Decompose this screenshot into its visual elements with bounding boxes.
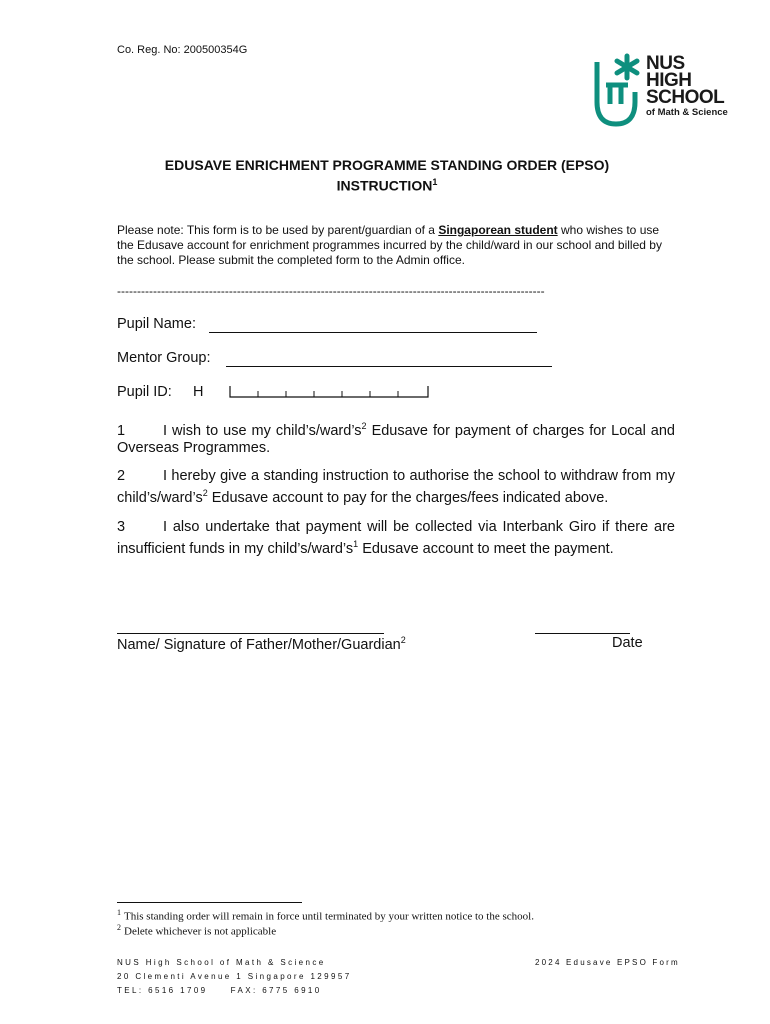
form-title-line1: EDUSAVE ENRICHMENT PROGRAMME STANDING ORDER (EPSO) bbox=[164, 157, 610, 173]
logo-subtitle: of Math & Science bbox=[646, 107, 728, 118]
note-highlight: Singaporean student bbox=[438, 223, 558, 237]
form-title bbox=[117, 157, 657, 195]
instruction-note bbox=[117, 223, 677, 268]
pupil-id-label: Pupil ID: bbox=[117, 384, 172, 400]
company-reg-no: Co. Reg. No: 200500354G bbox=[117, 44, 248, 56]
pupil-name-label: Pupil Name: bbox=[117, 316, 196, 332]
logo-line-nus: NUS bbox=[646, 53, 685, 74]
pupil-id-boxes[interactable] bbox=[229, 386, 429, 398]
mentor-group-label: Mentor Group: bbox=[117, 350, 211, 366]
signature-field[interactable] bbox=[117, 633, 384, 634]
mentor-group-field[interactable] bbox=[226, 350, 552, 367]
logo-line-high: HIGH bbox=[646, 70, 692, 91]
form-title-line2: INSTRUCTION$^1$ bbox=[336, 177, 438, 194]
item-2-number: 2 bbox=[117, 468, 126, 484]
school-logo bbox=[590, 52, 740, 132]
note-prefix: Please note: This form is to be used by parent/guardian of a bbox=[117, 223, 439, 237]
item-1-footnote-ref: 2 bbox=[361, 421, 367, 431]
pupil-id-prefix: H bbox=[193, 384, 204, 400]
date-field[interactable] bbox=[535, 633, 630, 634]
item-3-number: 3 bbox=[117, 519, 126, 535]
school-logo-icon bbox=[590, 52, 644, 128]
item-3-footnote-ref: 1 bbox=[353, 539, 359, 549]
item-3: 3 I also undertake that payment will be collected via Interbank Giro if there are insufficient funds in my $child’s/ward’s^1$ Edusave account to meet the payment. bbox=[117, 519, 675, 557]
title-footnote-ref: 1 bbox=[432, 177, 438, 187]
note-suffix: who wishes to use the Edusave account for enrichment programmes incurred by the child/ward in our school and billed by the school. Please submit the completed form to the Admin office. bbox=[117, 223, 662, 267]
signature-footnote-ref: 2 bbox=[400, 635, 406, 645]
footer-form-name: 2024 Edusave EPSO Form bbox=[535, 958, 680, 967]
item-2-footnote-ref: 2 bbox=[202, 488, 208, 498]
footnote-2: $^2$ Delete whichever is not applicable bbox=[117, 923, 277, 938]
item-1: 1 I wish to use my $child’s/ward’s^2$ Edusave for payment of charges for Local and Overseas Programmes. bbox=[117, 421, 675, 456]
logo-line-school: SCHOOL bbox=[646, 87, 725, 108]
signature-label: Name/ Signature of Father/Mother/Guardian$^2$ bbox=[117, 635, 406, 653]
footer-address: 20 Clementi Avenue 1 Singapore 129957 bbox=[117, 972, 352, 981]
cut-line-divider: ----------------------------------------------------------------------------------------------------------- bbox=[117, 284, 545, 298]
item-2: 2 I hereby give a standing instruction to authorise the school to withdraw from my $child’s/ward’s^2$ Edusave account to pay for the charges/fees indicated above. bbox=[117, 468, 675, 506]
footnote-rule bbox=[117, 902, 302, 903]
footnote-1: $^1$ This standing order will remain in force until terminated by your written notice to the school. bbox=[117, 908, 534, 923]
pupil-name-field[interactable] bbox=[209, 316, 537, 333]
footer-contact: TEL: 6516 1709 FAX: 6775 6910 bbox=[117, 986, 322, 995]
footer-school-name: NUS High School of Math & Science bbox=[117, 958, 326, 967]
item-1-number: 1 bbox=[117, 422, 126, 439]
school-logo-text bbox=[646, 55, 728, 118]
date-label: Date bbox=[612, 635, 643, 651]
